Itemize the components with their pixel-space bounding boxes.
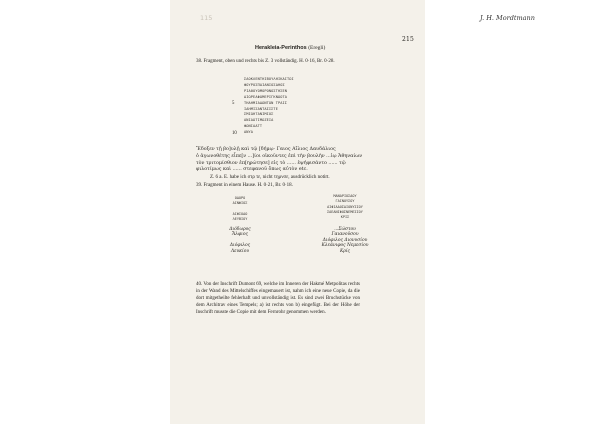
transcription-line: Λευκίου: [230, 248, 250, 254]
header-title: Herakleia-Perinthos: [255, 45, 307, 51]
item39-right-inscription: [310, 194, 380, 220]
inscription-line: ΑΙΦΙΑΔΟΣΔΙΟΝΥΣΙΟΥ: [327, 204, 363, 209]
line-number: 5: [232, 101, 235, 106]
transcription-line: Κλεάνιφος Νεμεσίου: [321, 243, 369, 249]
inscription-line: ΓΑΙΝΟΥΣΟΥ: [335, 199, 355, 204]
transcription-line: Διόδωρος: [229, 227, 251, 232]
inscription-line: ΡΙΑΘΟΥΟΜΟΡΟΝΟΣΤΗΣΕΝ: [244, 88, 288, 93]
item38-transcription: [196, 147, 362, 174]
inscription-line: ΤΗΑΗΜΙΑΔΩΝΤΩΝ ΤΡΑΙΣ: [244, 100, 288, 105]
transcription-line: Ἔδοξεν τῇ βο]υλῇ καὶ τῷ [δήμῳ· Γαιος Αἴλιος Δαυδάλιος: [196, 147, 336, 152]
item40-paragraph: 40. Von der Inschrift Dumont 69, welche im Inneren der Hakmé Metpolitas rechts in der Wand des Mittelschiffes eingemauert ist, nahm ich eine neue Copie, da die dort mitgetheilte fehlerhaft und unvollständig ist. Es sind zwei Bruchstücke von dem Architrav eines Tempels; a) ist rechts von b) eingefügt. Bei der Höhe der Inschrift musste die Copie mit dem Fernrohr genommen werden.: [196, 282, 360, 316]
inscription-line: ΙΔΗΜΙΣΑΝΤΑΣΙΣΤΕ: [244, 106, 278, 111]
transcription-line: ...Σώστου: [334, 227, 356, 232]
item39-right-transcription: [305, 227, 385, 254]
transcription-line: Ἄλφιος: [232, 232, 248, 238]
inscription-line: ΛΕΥΒΙΟΥ: [232, 217, 248, 222]
item38-inscription: [244, 77, 294, 136]
inscription-line: ΣΜΙΩΗΤΑΝΙΜΙΟΣ: [244, 112, 274, 117]
inscription-line: ΑΙΦΙΟΔΟ: [232, 211, 248, 216]
item38-note: Z. 6 a. E. habe ich στρ τε, nicht τημνσε, ausdrücklich notirt.: [210, 175, 330, 180]
inscription-line: ΚΡΙΣ: [340, 215, 350, 220]
transcription-line: τὸν τριτομίσθιον ἐπ[ηρώτησε] εἰς τὸ ...... ἐψήφισάντο ...... τῷ: [196, 160, 346, 166]
transcription-line: Κρίς: [339, 248, 351, 254]
transcription-line: ὁ ἀγωνοθέτης εἶπε[ν ...]ίοι οἰκοῦντες ἐπὶ τὴν βουλὴν ...ἰῳ Ἀθηναίων: [196, 153, 363, 159]
signature-stamp: J. H. Mordtmann: [480, 14, 535, 22]
inscription-line: ΜΑΝΑΡΙΟΣΔΟΥ: [333, 194, 357, 198]
transcription-line: Διόφιλος: [229, 243, 251, 249]
page-header: [255, 45, 325, 51]
inscription-line: ΑΙΝΦΙΟΣ: [232, 201, 248, 206]
inscription-line: ΣΑΕΑΝΙΦΟΣΝΕΜΕΣΙΟΥ: [327, 209, 363, 214]
inscription-line: ΣΑΟΚΛΕΝΤΗΙΒΟΥΛΗΙΚΑΙΤΩΙ: [244, 77, 294, 81]
page-number: 215: [402, 36, 415, 43]
line-number: 10: [232, 131, 237, 136]
item39-left-inscription: [220, 196, 260, 222]
transcription-line: φιλοτίμως καὶ ...... στεφανοῦ ὅπως αὐτὸν etc.: [196, 167, 308, 173]
inscription-line: ΑΝΥΑ: [244, 130, 254, 135]
inscription-line: ΔΙΩΡΕΑΦΩΜΕΡΙΓΚΝΩΟΤΑ: [244, 94, 288, 99]
inscription-line: ΦΩΝΙΑΔΤΤ: [244, 124, 263, 129]
item39-left-transcription: [214, 227, 266, 254]
item38-description: 38. Fragment, oben und rechts bis Z. 3 vollständig. H. 0·16, Br. 0·28.: [196, 59, 335, 64]
header-place: (Eregli): [308, 45, 326, 51]
inscription-line: ΦΟΥΡΟΣΠΑΙΑΝΙΟΣΔΗΟΣ: [244, 82, 285, 87]
pencil-note: 115: [200, 14, 213, 22]
inscription-line: ΟΔΟΡΟ: [234, 196, 246, 200]
transcription-line: Γαιανοῦσου: [331, 232, 359, 238]
transcription-line: Διόφιλος Διονυσίου: [322, 237, 368, 243]
item39-description: 39. Fragment in einem Hause. H. 0·21, Br. 0·18.: [196, 183, 293, 188]
inscription-line: ΑΝΙΑΩΤΙΜΩΖΕΙΑ: [244, 118, 274, 123]
